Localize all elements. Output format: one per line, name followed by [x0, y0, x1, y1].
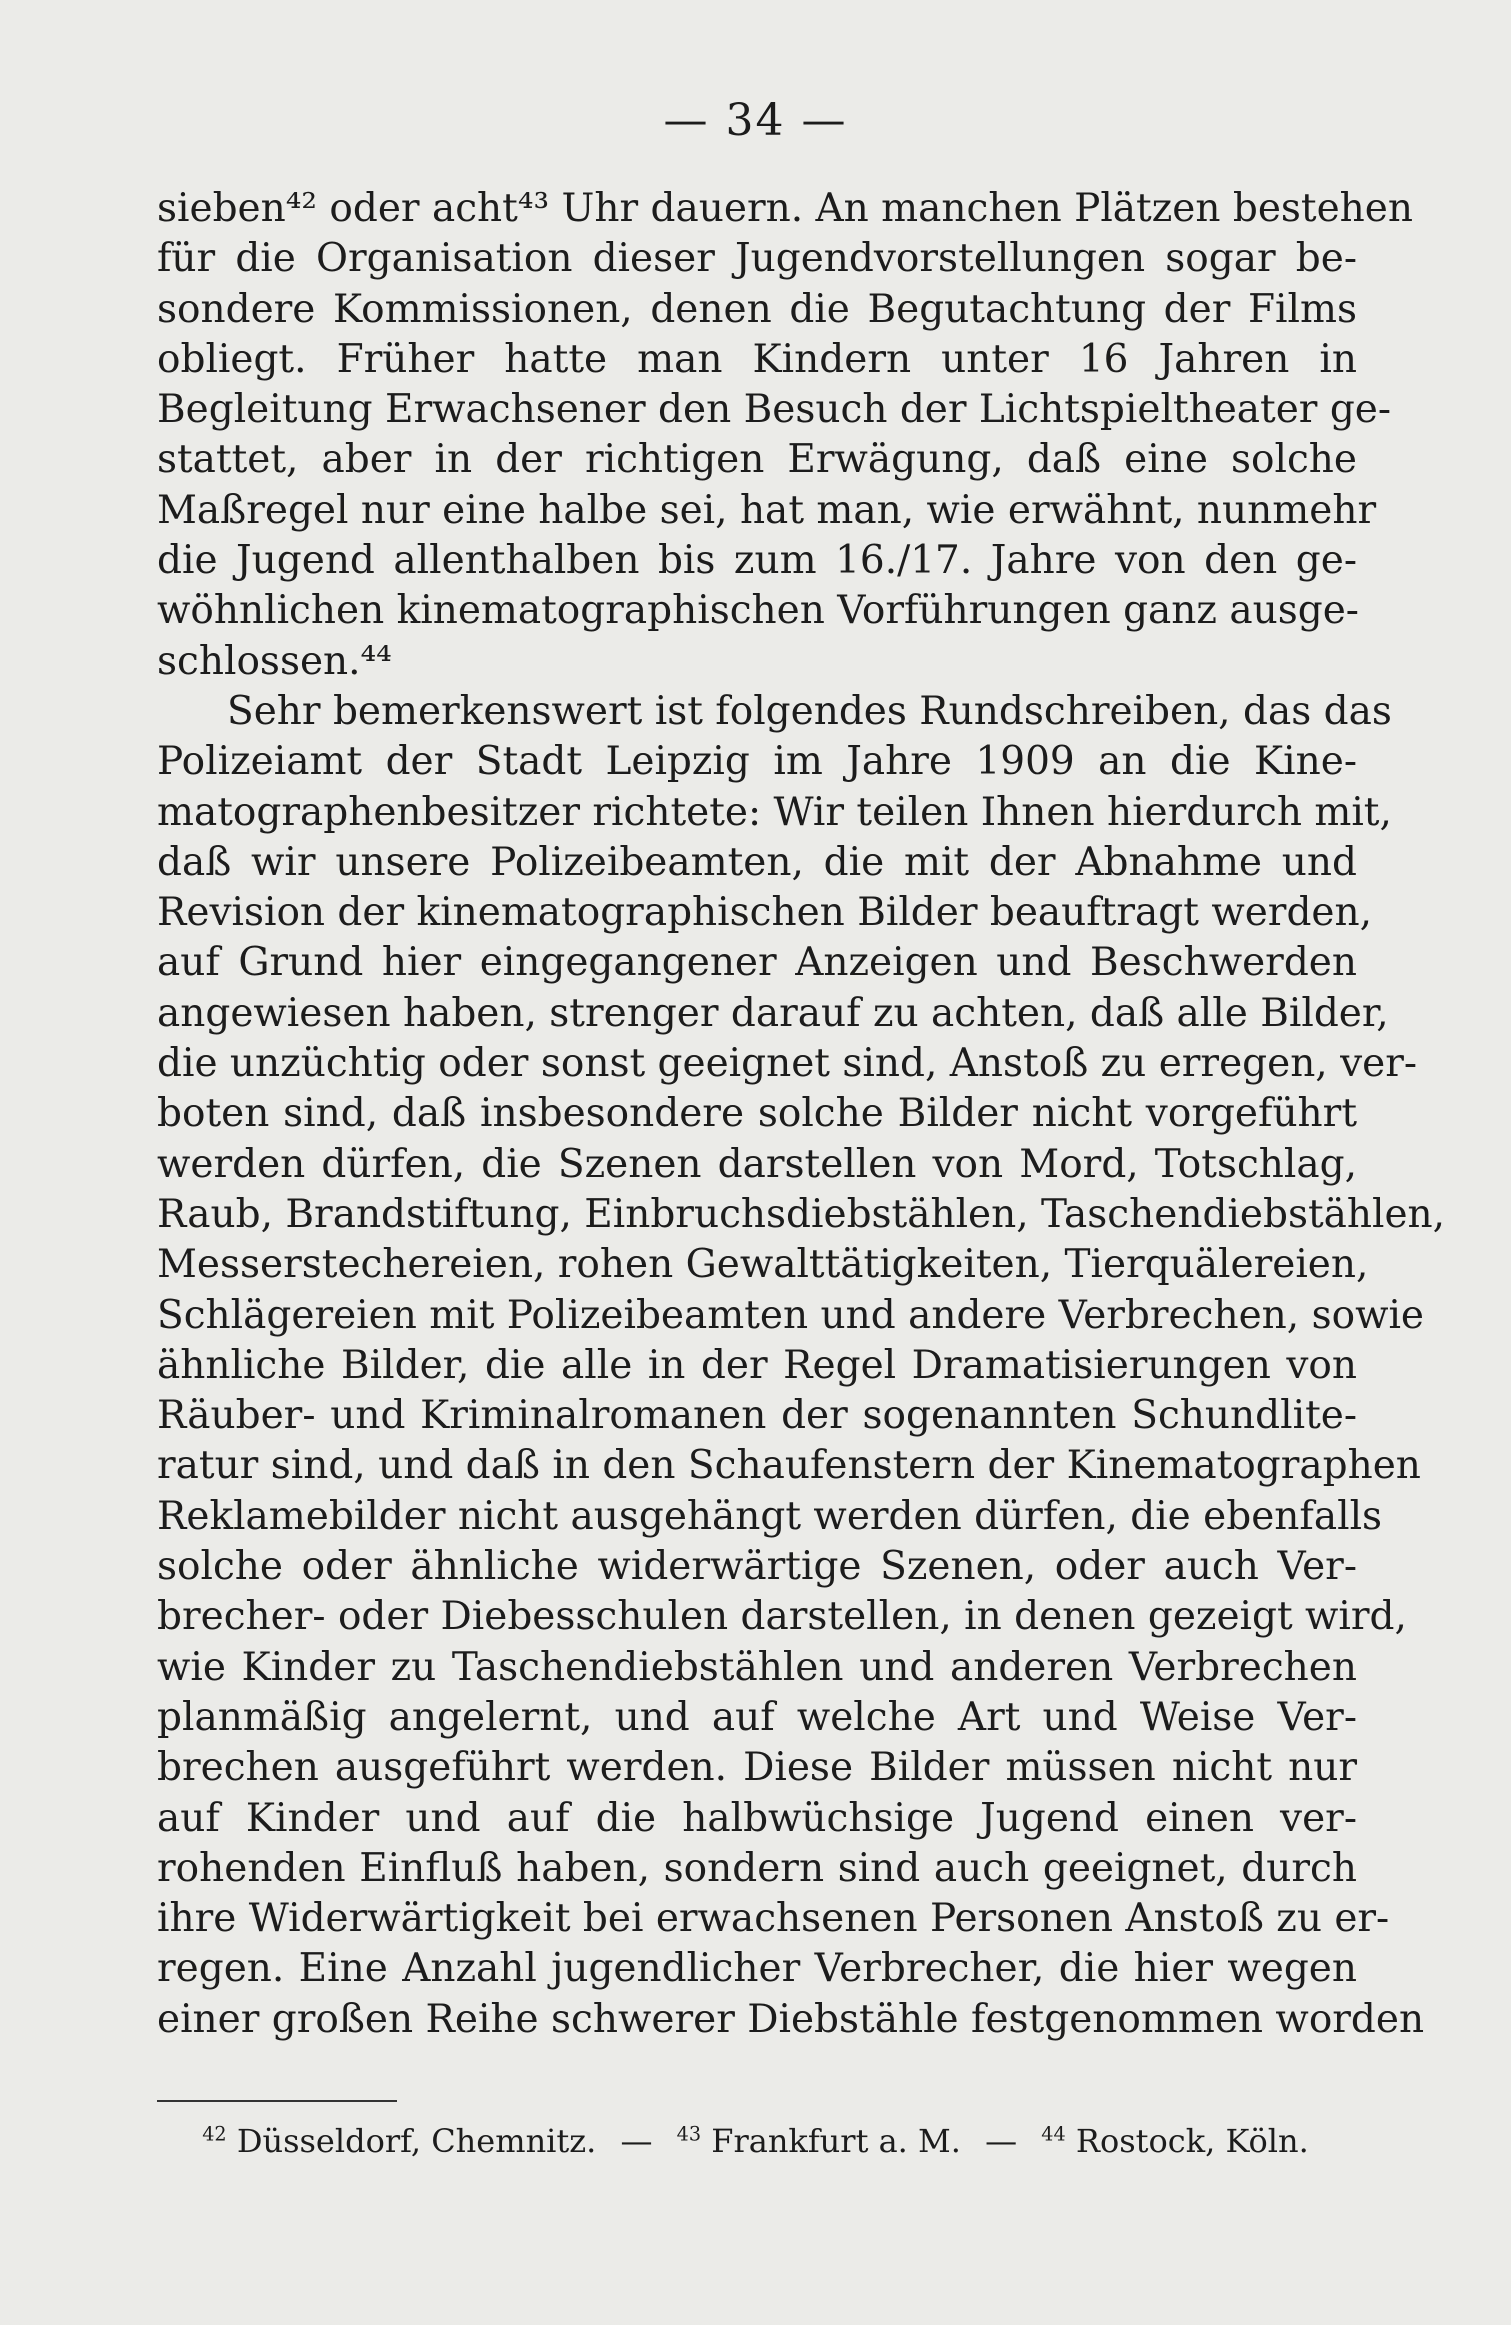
text-line: werden dürfen, die Szenen darstellen von Mord, Totschlag,	[157, 1141, 1357, 1187]
text-line: die Jugend allenthalben bis zum 16./17. Jahre von den ge-	[157, 538, 1357, 584]
text-line: einer großen Reihe schwerer Diebstähle festgenommen worden	[157, 1996, 1425, 2042]
text-line: rohenden Einfluß haben, sondern sind auch geeignet, durch	[157, 1845, 1357, 1891]
text-line: solche oder ähnliche widerwärtige Szenen, oder auch Ver-	[157, 1544, 1357, 1590]
text-line: Polizeiamt der Stadt Leipzig im Jahre 1909 an die Kine-	[157, 739, 1357, 785]
text-line: wie Kinder zu Taschendiebstählen und anderen Verbrechen	[157, 1644, 1357, 1690]
text-line: Raub, Brandstiftung, Einbruchsdiebstählen, Taschendiebstählen,	[157, 1191, 1446, 1237]
footnote-text: Frankfurt a. M.	[711, 2122, 961, 2160]
footnote-marker: 42	[202, 2122, 227, 2146]
footnote-text: Düsseldorf, Chemnitz.	[236, 2122, 597, 2160]
text-line: Sehr bemerkenswert ist folgendes Rundschreiben, das das	[227, 688, 1392, 734]
text-line: auf Kinder und auf die halbwüchsige Jugend einen ver-	[157, 1795, 1357, 1841]
text-line: daß wir unsere Polizeibeamten, die mit der Abnahme und	[157, 839, 1357, 885]
text-line: Revision der kinematographischen Bilder beauftragt werden,	[157, 890, 1372, 936]
text-line: brecher- oder Diebesschulen darstellen, in denen gezeigt wird,	[157, 1594, 1407, 1640]
text-line: brechen ausgeführt werden. Diese Bilder müssen nicht nur	[157, 1745, 1357, 1791]
footnotes	[0, 2122, 1511, 2160]
text-line: ihre Widerwärtigkeit bei erwachsenen Personen Anstoß zu er-	[157, 1896, 1390, 1942]
text-line: angewiesen haben, strenger darauf zu achten, daß alle Bilder,	[157, 990, 1389, 1036]
footnote-separator: —	[985, 2122, 1018, 2160]
text-line: planmäßig angelernt, und auf welche Art und Weise Ver-	[157, 1694, 1357, 1740]
text-line: schlossen.⁴⁴	[157, 638, 392, 684]
footnote-text: Rostock, Köln.	[1075, 2122, 1309, 2160]
text-line: Räuber- und Kriminalromanen der sogenannten Schundlite-	[157, 1393, 1357, 1439]
text-line: wöhnlichen kinematographischen Vorführungen ganz ausge-	[157, 588, 1359, 634]
paragraph-2	[157, 687, 1446, 2045]
page-number: — 34 —	[663, 95, 848, 146]
text-line: obliegt. Früher hatte man Kindern unter 16 Jahren in	[157, 336, 1357, 382]
text-line: Reklamebilder nicht ausgehängt werden dürfen, die ebenfalls	[157, 1493, 1383, 1539]
text-line: Messerstechereien, rohen Gewalttätigkeiten, Tierquälereien,	[157, 1242, 1369, 1288]
footnote-marker: 43	[676, 2122, 702, 2146]
footnote-divider	[157, 2100, 397, 2102]
text-line: boten sind, daß insbesondere solche Bilder nicht vorgeführt	[157, 1091, 1357, 1137]
text-line: sondere Kommissionen, denen die Begutachtung der Films	[157, 286, 1357, 332]
footnote-44	[1041, 2122, 1308, 2160]
footnote-42	[202, 2122, 596, 2160]
text-line: Schlägereien mit Polizeibeamten und andere Verbrechen, sowie	[157, 1292, 1425, 1338]
text-line: ratur sind, und daß in den Schaufenstern der Kinematographen	[157, 1443, 1421, 1489]
text-line: ähnliche Bilder, die alle in der Regel Dramatisierungen von	[157, 1342, 1357, 1388]
footnote-separator: —	[620, 2122, 653, 2160]
text-line: die unzüchtig oder sonst geeignet sind, Anstoß zu erregen, ver-	[157, 1041, 1418, 1087]
body-text	[157, 184, 1446, 2045]
text-line: Begleitung Erwachsener den Besuch der Lichtspieltheater ge-	[157, 387, 1392, 433]
text-line: auf Grund hier eingegangener Anzeigen und Beschwerden	[157, 940, 1357, 986]
text-line: stattet, aber in der richtigen Erwägung, daß eine solche	[157, 437, 1357, 483]
paragraph-1	[157, 184, 1413, 687]
text-line: sieben⁴² oder acht⁴³ Uhr dauern. An manchen Plätzen bestehen	[157, 186, 1413, 231]
text-line: regen. Eine Anzahl jugendlicher Verbrecher, die hier wegen	[157, 1946, 1357, 1992]
text-line: Maßregel nur eine halbe sei, hat man, wie erwähnt, nunmehr	[157, 487, 1377, 533]
text-line: matographenbesitzer richtete: Wir teilen Ihnen hierdurch mit,	[157, 789, 1392, 835]
footnote-43	[677, 2122, 961, 2160]
footnote-marker: 44	[1041, 2122, 1066, 2146]
text-line: für die Organisation dieser Jugendvorstellungen sogar be-	[157, 236, 1357, 282]
